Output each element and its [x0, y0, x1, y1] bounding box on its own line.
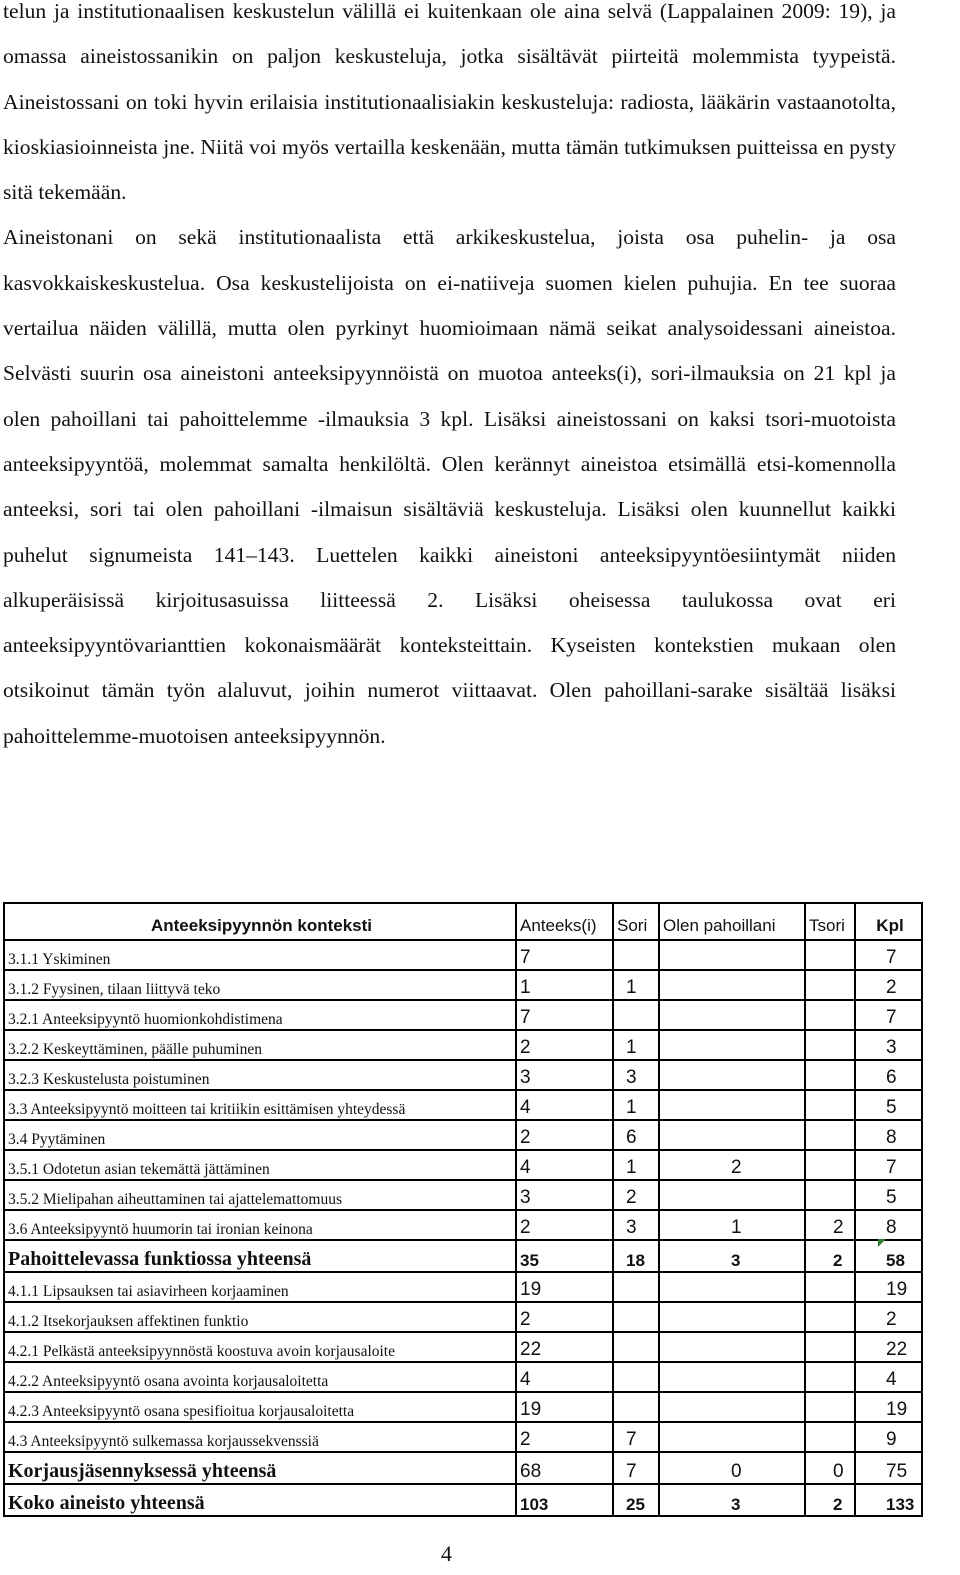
cell-tsori: [805, 940, 855, 970]
cell-anteeksi: 35: [516, 1240, 613, 1272]
table-row: [4, 1302, 922, 1332]
cell-olen-pahoillani: [659, 1030, 805, 1060]
cell-sori: 2: [613, 1180, 659, 1210]
apology-context-table: [3, 902, 923, 1517]
cell-kpl: 75: [855, 1452, 922, 1484]
cell-tsori: [805, 1090, 855, 1120]
row-label: 4.3 Anteeksipyyntö sulkemassa korjaussekvenssiä: [4, 1422, 516, 1452]
cell-kpl: 133: [855, 1484, 922, 1516]
cell-kpl: 2: [855, 970, 922, 1000]
cell-sori: 1: [613, 1090, 659, 1120]
cell-olen-pahoillani: 3: [659, 1484, 805, 1516]
table-row: [4, 1210, 922, 1240]
cell-kpl: 7: [855, 1150, 922, 1180]
cell-olen-pahoillani: [659, 1332, 805, 1362]
table-row-total: [4, 1240, 922, 1272]
paragraph-2: Aineistonani on sekä institutionaalista että arkikeskustelua, joista osa puhelin- ja osa kasvokkaiskeskustelua. Osa keskustelijoista on ei-natiiveja suomen kielen puhujia. En tee suoraa vertailua näiden välillä, mutta olen pyrkinyt huomioimaan nämä seikat analysoidessani aineistoa. Selvästi suurin osa aineistoni anteeksipyynnöistä on muotoa anteeks(i), sori-ilmauksia on 21 kpl ja olen pahoillani tai pahoittelemme -ilmauksia 3 kpl. Lisäksi aineistossani on kaksi tsori-muotoista anteeksipyyntöä, molemmat samalta henkilöltä. Olen kerännyt aineistoa etsimällä etsi-komennolla anteeksi, sori tai olen pahoillani -ilmaisun sisältäviä keskusteluja. Lisäksi olen kuunnellut kaikki puhelut signumeista 141–143. Luettelen kaikki aineistoni anteeksipyyntöesiintymät niiden alkuperäisissä kirjoitusasuissa liitteessä 2. Lisäksi oheisessa taulukossa ovat eri anteeksipyyntövarianttien kokonaismäärät konteksteittain. Kyseisten kontekstien mukaan olen otsikoinut tämän työn alaluvut, joihin numerot viittaavat. Olen pahoillani-sarake sisältää lisäksi pahoittelemme-muotoisen anteeksipyynnön.: [3, 225, 896, 748]
cell-olen-pahoillani: [659, 940, 805, 970]
row-label: 3.4 Pyytäminen: [4, 1120, 516, 1150]
table-row-total: [4, 1452, 922, 1484]
row-label: 3.6 Anteeksipyyntö huumorin tai ironian keinona: [4, 1210, 516, 1240]
header-kpl: Kpl: [855, 903, 922, 940]
cell-anteeksi: 2: [516, 1302, 613, 1332]
cell-anteeksi: 2: [516, 1030, 613, 1060]
row-label: Korjausjäsennyksessä yhteensä: [4, 1452, 516, 1484]
cell-anteeksi: 3: [516, 1060, 613, 1090]
cell-tsori: [805, 1392, 855, 1422]
header-context: Anteeksipyynnön konteksti: [4, 903, 516, 940]
header-anteeksi: Anteeks(i): [516, 903, 613, 940]
cell-olen-pahoillani: 2: [659, 1150, 805, 1180]
row-label: 3.5.1 Odotetun asian tekemättä jättäminen: [4, 1150, 516, 1180]
cell-anteeksi: 2: [516, 1210, 613, 1240]
cell-tsori: 2: [805, 1240, 855, 1272]
cell-olen-pahoillani: 0: [659, 1452, 805, 1484]
cell-sori: 1: [613, 1150, 659, 1180]
cell-tsori: [805, 1302, 855, 1332]
cell-sori: 1: [613, 1030, 659, 1060]
row-label: Koko aineisto yhteensä: [4, 1484, 516, 1516]
cell-tsori: [805, 1272, 855, 1302]
table-row: [4, 1120, 922, 1150]
cell-sori: [613, 1362, 659, 1392]
cell-olen-pahoillani: [659, 1120, 805, 1150]
cell-tsori: [805, 1150, 855, 1180]
table-row: [4, 1000, 922, 1030]
row-label: 3.2.3 Keskustelusta poistuminen: [4, 1060, 516, 1090]
header-olen-pahoillani: Olen pahoillani: [659, 903, 805, 940]
row-label: 3.1.1 Yskiminen: [4, 940, 516, 970]
table-row: [4, 940, 922, 970]
header-tsori: Tsori: [805, 903, 855, 940]
cell-tsori: 0: [805, 1452, 855, 1484]
table-row: [4, 1392, 922, 1422]
cell-kpl: 8: [855, 1210, 922, 1240]
cell-sori: 7: [613, 1452, 659, 1484]
cell-sori: 6: [613, 1120, 659, 1150]
table-row: [4, 970, 922, 1000]
cell-kpl: 19: [855, 1392, 922, 1422]
cell-olen-pahoillani: [659, 1392, 805, 1422]
cell-sori: [613, 1302, 659, 1332]
cell-kpl: 4: [855, 1362, 922, 1392]
cell-tsori: [805, 1362, 855, 1392]
row-label: 3.1.2 Fyysinen, tilaan liittyvä teko: [4, 970, 516, 1000]
header-sori: Sori: [613, 903, 659, 940]
row-label: 4.1.1 Lipsauksen tai asiavirheen korjaaminen: [4, 1272, 516, 1302]
cell-marker-icon: [878, 1239, 886, 1247]
cell-olen-pahoillani: [659, 970, 805, 1000]
cell-tsori: [805, 1030, 855, 1060]
cell-olen-pahoillani: 3: [659, 1240, 805, 1272]
cell-anteeksi: 4: [516, 1150, 613, 1180]
cell-anteeksi: 22: [516, 1332, 613, 1362]
table-row: [4, 1090, 922, 1120]
cell-anteeksi: 19: [516, 1392, 613, 1422]
cell-sori: [613, 1392, 659, 1422]
row-label: 3.2.2 Keskeyttäminen, päälle puhuminen: [4, 1030, 516, 1060]
cell-olen-pahoillani: 1: [659, 1210, 805, 1240]
row-label: 3.3 Anteeksipyyntö moitteen tai kritiikin esittämisen yhteydessä: [4, 1090, 516, 1120]
cell-olen-pahoillani: [659, 1422, 805, 1452]
cell-sori: 3: [613, 1060, 659, 1090]
paragraph-1: telun ja institutionaalisen keskustelun välillä ei kuitenkaan ole aina selvä (Lappalainen 2009: 19), ja omassa aineistossanikin on paljon keskusteluja, jotka sisältävät piirteitä molemmista tyypeistä. Aineistossani on toki hyvin erilaisia institutionaalisiakin keskusteluja: radiosta, lääkärin vastaanotolta, kioskiasioinneista jne. Niitä voi myös vertailla keskenään, mutta tämän tutkimuksen puitteissa en pysty sitä tekemään.: [3, 0, 896, 205]
cell-tsori: [805, 1060, 855, 1090]
cell-anteeksi: 103: [516, 1484, 613, 1516]
cell-kpl: 58: [855, 1240, 922, 1272]
row-label: 3.5.2 Mielipahan aiheuttaminen tai ajattelemattomuus: [4, 1180, 516, 1210]
cell-sori: [613, 940, 659, 970]
table-row: [4, 1272, 922, 1302]
cell-kpl: 8: [855, 1120, 922, 1150]
cell-anteeksi: 19: [516, 1272, 613, 1302]
cell-kpl: 2: [855, 1302, 922, 1332]
cell-sori: 7: [613, 1422, 659, 1452]
table-row: [4, 1150, 922, 1180]
cell-anteeksi: 7: [516, 1000, 613, 1030]
cell-tsori: [805, 1120, 855, 1150]
cell-anteeksi: 68: [516, 1452, 613, 1484]
cell-olen-pahoillani: [659, 1362, 805, 1392]
cell-tsori: 2: [805, 1210, 855, 1240]
cell-kpl: 6: [855, 1060, 922, 1090]
cell-kpl: 5: [855, 1180, 922, 1210]
row-label: 4.2.1 Pelkästä anteeksipyynnöstä koostuva avoin korjausaloite: [4, 1332, 516, 1362]
cell-tsori: [805, 970, 855, 1000]
cell-tsori: [805, 1180, 855, 1210]
page-number: 4: [441, 1541, 452, 1566]
table-row: [4, 1362, 922, 1392]
cell-olen-pahoillani: [659, 1000, 805, 1030]
row-label: 3.2.1 Anteeksipyyntö huomionkohdistimena: [4, 1000, 516, 1030]
table-header-row: [4, 903, 922, 940]
cell-sori: 18: [613, 1240, 659, 1272]
cell-kpl: 19: [855, 1272, 922, 1302]
cell-kpl: 5: [855, 1090, 922, 1120]
cell-anteeksi: 4: [516, 1362, 613, 1392]
table-row: [4, 1030, 922, 1060]
table-row: [4, 1060, 922, 1090]
cell-sori: 1: [613, 970, 659, 1000]
cell-anteeksi: 3: [516, 1180, 613, 1210]
cell-olen-pahoillani: [659, 1272, 805, 1302]
cell-kpl: 9: [855, 1422, 922, 1452]
cell-sori: [613, 1332, 659, 1362]
row-label: 4.1.2 Itsekorjauksen affektinen funktio: [4, 1302, 516, 1332]
cell-tsori: [805, 1332, 855, 1362]
body-text: [3, 0, 896, 759]
table-row-total: [4, 1484, 922, 1516]
table-row: [4, 1180, 922, 1210]
cell-sori: [613, 1000, 659, 1030]
cell-kpl: 3: [855, 1030, 922, 1060]
row-label: 4.2.3 Anteeksipyyntö osana spesifioitua korjausaloitetta: [4, 1392, 516, 1422]
cell-anteeksi: 1: [516, 970, 613, 1000]
cell-anteeksi: 4: [516, 1090, 613, 1120]
cell-olen-pahoillani: [659, 1302, 805, 1332]
cell-tsori: [805, 1000, 855, 1030]
row-label: Pahoittelevassa funktiossa yhteensä: [4, 1240, 516, 1272]
cell-tsori: [805, 1422, 855, 1452]
cell-tsori: 2: [805, 1484, 855, 1516]
cell-olen-pahoillani: [659, 1180, 805, 1210]
row-label: 4.2.2 Anteeksipyyntö osana avointa korjausaloitetta: [4, 1362, 516, 1392]
table-row: [4, 1422, 922, 1452]
cell-sori: 25: [613, 1484, 659, 1516]
table-row: [4, 1332, 922, 1362]
cell-kpl: 7: [855, 1000, 922, 1030]
cell-olen-pahoillani: [659, 1060, 805, 1090]
cell-kpl: 22: [855, 1332, 922, 1362]
cell-sori: [613, 1272, 659, 1302]
cell-anteeksi: 2: [516, 1422, 613, 1452]
cell-sori: 3: [613, 1210, 659, 1240]
cell-anteeksi: 2: [516, 1120, 613, 1150]
cell-kpl: 7: [855, 940, 922, 970]
cell-olen-pahoillani: [659, 1090, 805, 1120]
cell-anteeksi: 7: [516, 940, 613, 970]
